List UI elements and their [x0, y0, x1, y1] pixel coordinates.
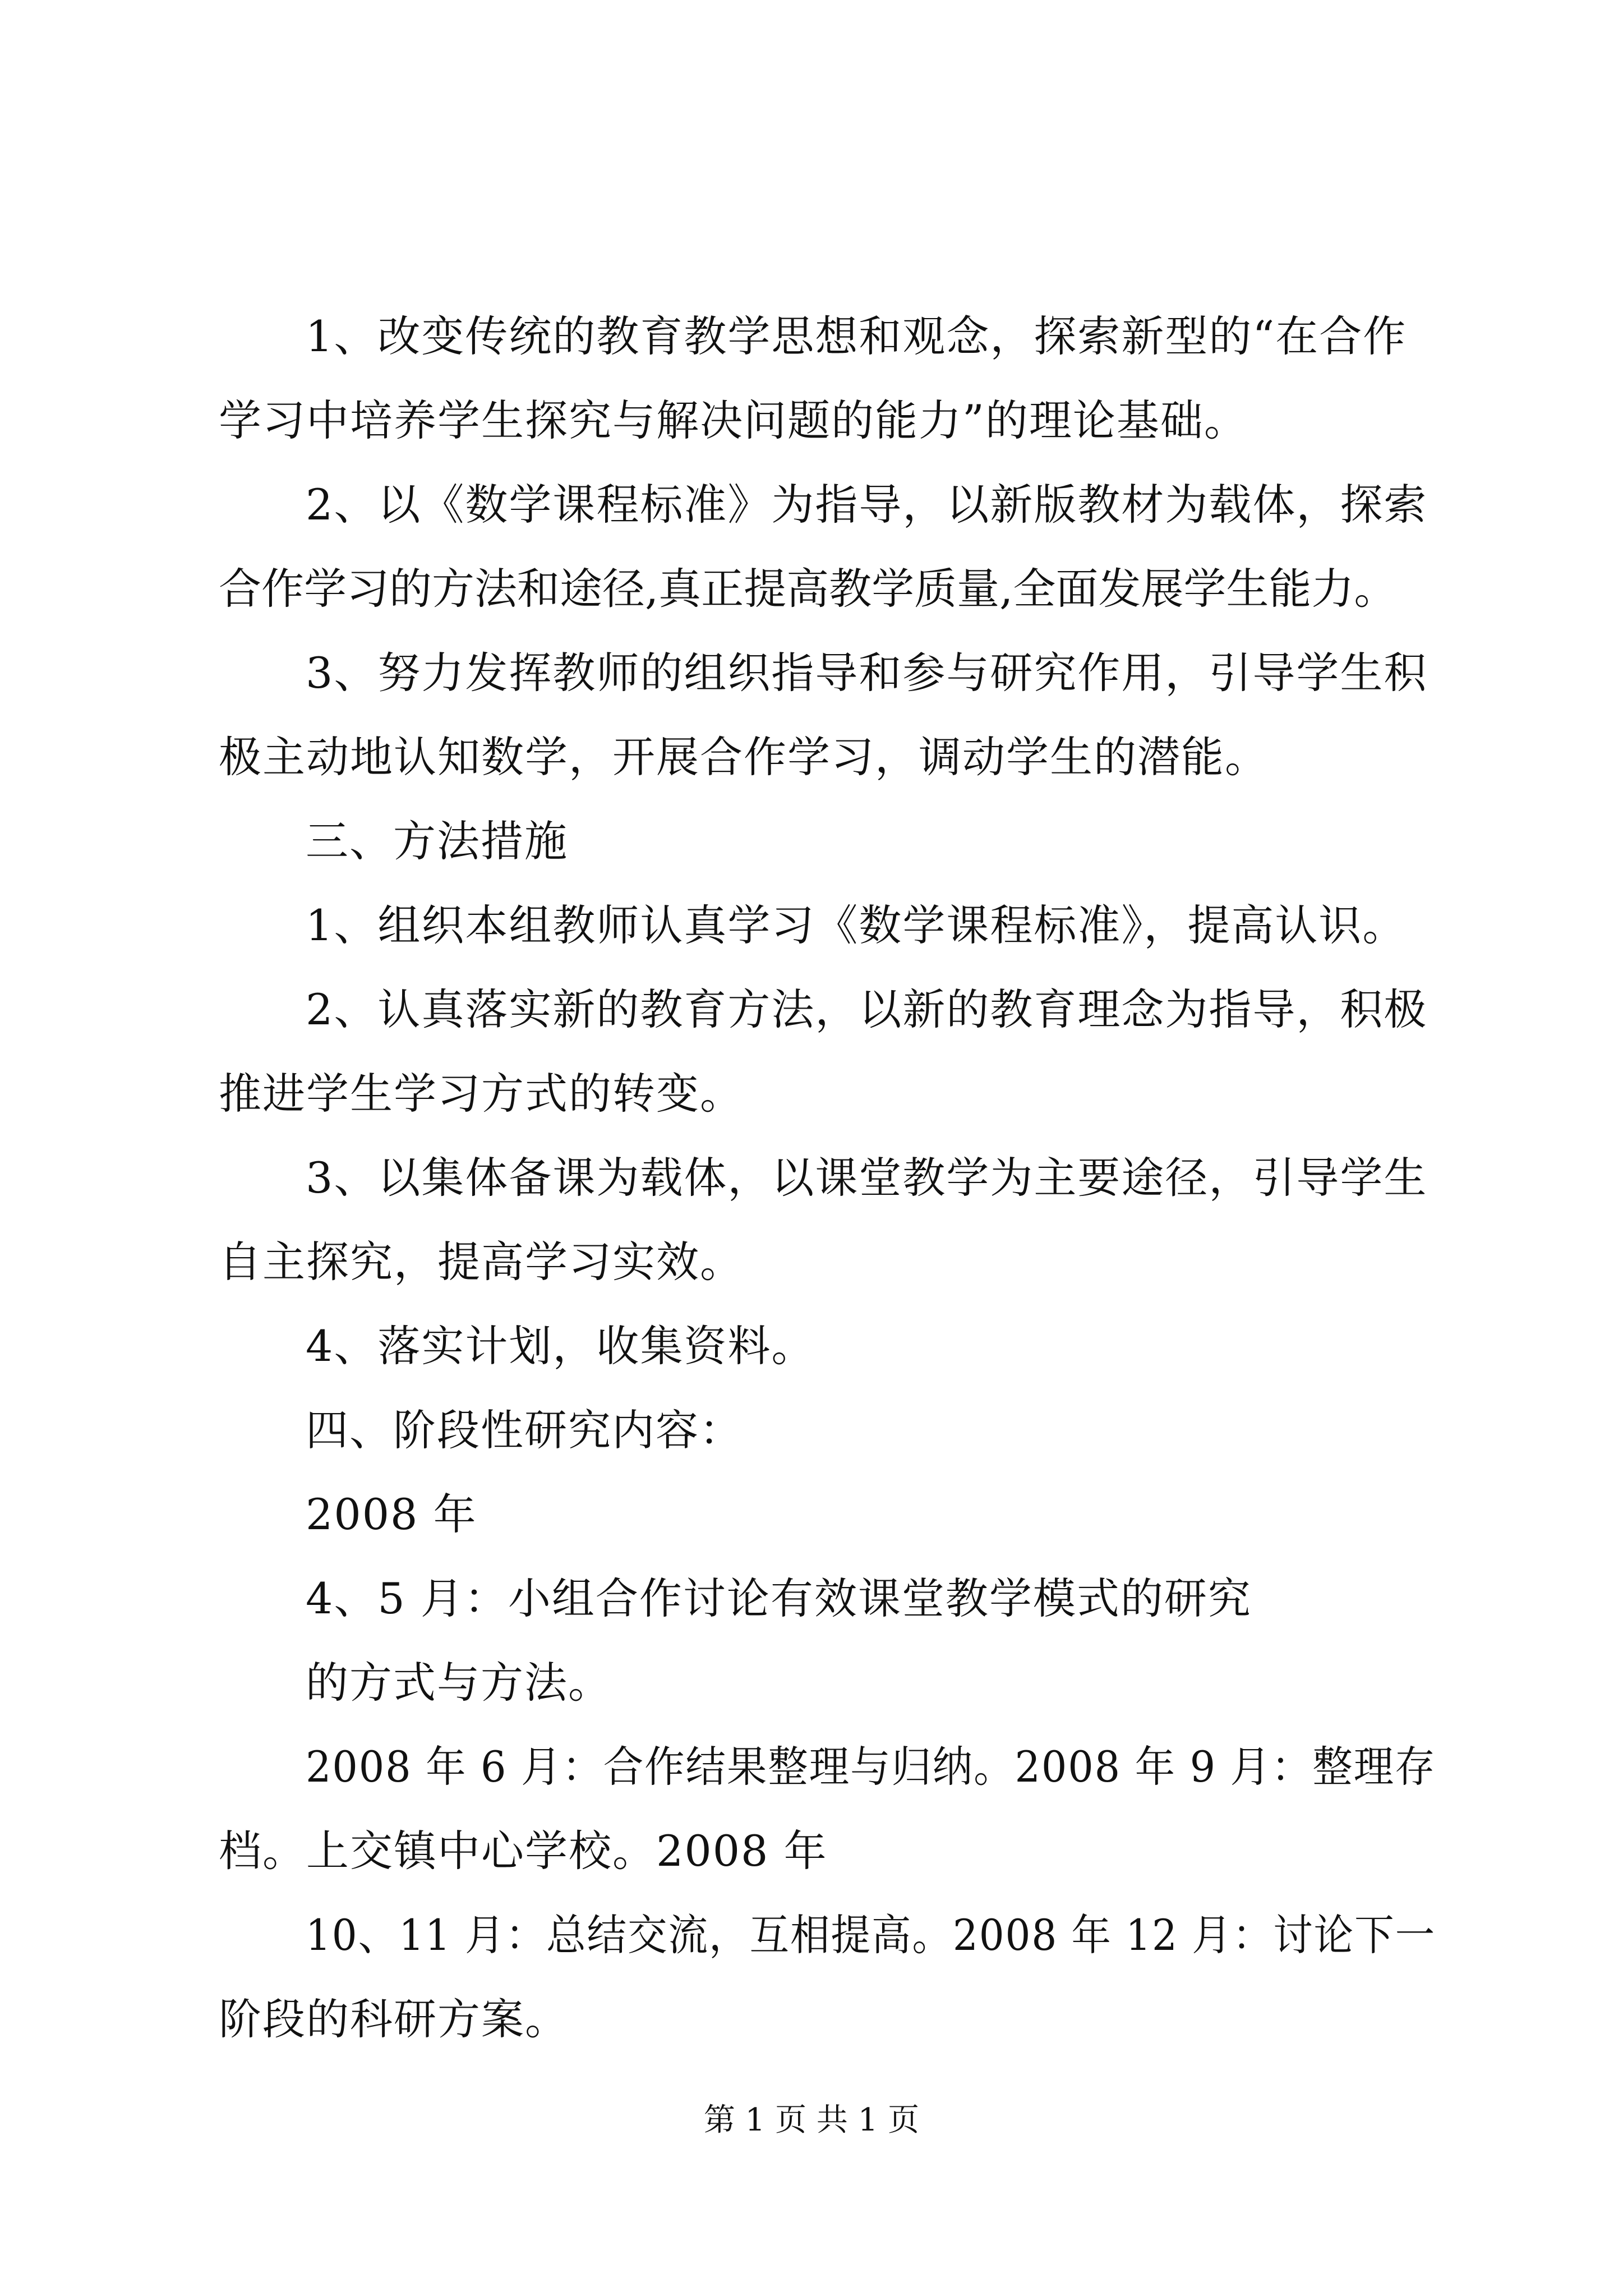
page-footer: 第 1 页 共 1 页: [703, 2102, 920, 2138]
paragraph-line-1: 1、改变传统的教育教学思想和观念，探索新型的“在合作: [306, 311, 1407, 361]
section-heading-methods: 三、方法措施: [306, 816, 568, 866]
paragraph-line-5: 3、努力发挥教师的组织指导和参与研究作用，引导学生积: [306, 648, 1428, 698]
paragraph-line-16: 4、5 月：小组合作讨论有效课堂教学模式的研究: [306, 1573, 1252, 1623]
paragraph-line-11: 3、以集体备课为载体，以课堂教学为主要途径，引导学生: [306, 1153, 1428, 1203]
paragraph-line-21: 阶段的科研方案。: [219, 1994, 569, 2044]
paragraph-line-9: 2、认真落实新的教育方法，以新的教育理念为指导，积极: [306, 984, 1428, 1034]
paragraph-line-4: 合作学习的方法和途径,真正提高教学质量,全面发展学生能力。: [219, 564, 1397, 614]
section-heading-stages: 四、阶段性研究内容：: [306, 1405, 743, 1455]
paragraph-line-18: 2008 年 6 月：合作结果整理与归纳。2008 年 9 月：整理存: [306, 1742, 1436, 1792]
paragraph-line-12: 自主探究，提高学习实效。: [219, 1237, 744, 1287]
paragraph-line-20: 10、11 月：总结交流，互相提高。2008 年 12 月：讨论下一: [306, 1910, 1436, 1960]
paragraph-line-13: 4、落实计划，收集资料。: [306, 1321, 815, 1371]
paragraph-line-2: 学习中培养学生探究与解决问题的能力”的理论基础。: [219, 395, 1248, 445]
paragraph-line-10: 推进学生学习方式的转变。: [219, 1069, 744, 1119]
paragraph-line-15: 2008 年: [306, 1489, 477, 1539]
paragraph-line-6: 极主动地认知数学，开展合作学习，调动学生的潜能。: [219, 732, 1269, 782]
paragraph-line-17: 的方式与方法。: [306, 1658, 612, 1708]
paragraph-line-19: 档。上交镇中心学校。2008 年: [219, 1826, 828, 1876]
paragraph-line-8: 1、组织本组教师认真学习《数学课程标准》，提高认识。: [306, 900, 1407, 950]
paragraph-line-3: 2、以《数学课程标准》为指导，以新版教材为载体，探索: [306, 480, 1428, 530]
